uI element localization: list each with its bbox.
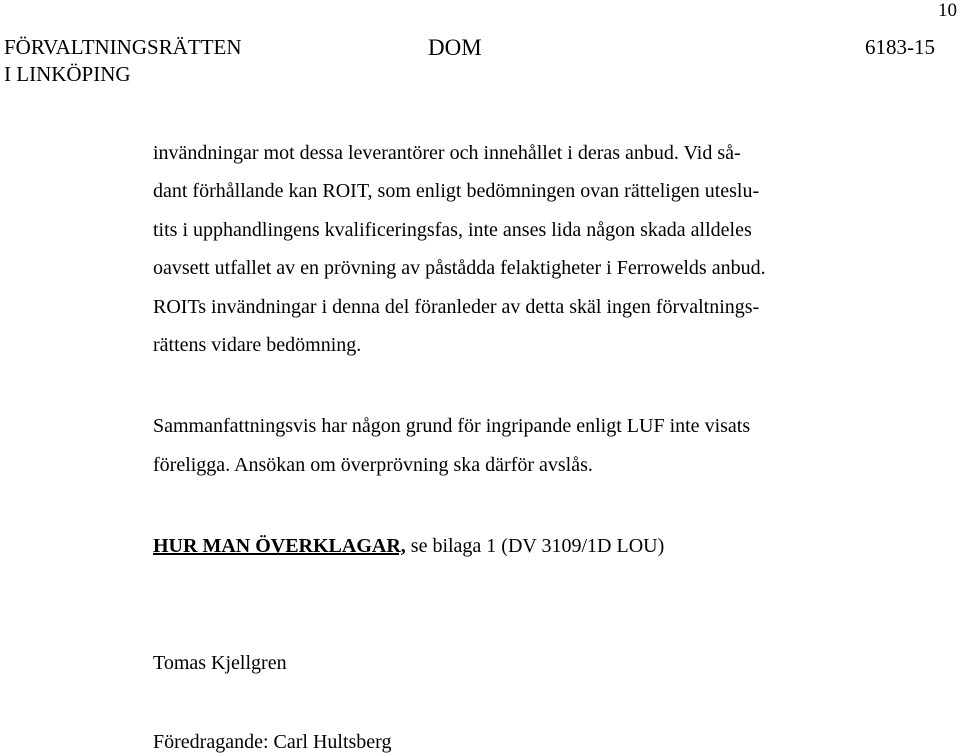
paragraph-line: oavsett utfallet av en prövning av påstådda felaktigheter i Ferrowelds anbud. <box>153 257 766 279</box>
paragraph-line: rättens vidare bedömning. <box>153 334 362 356</box>
court-name: FÖRVALTNINGSRÄTTEN <box>4 35 242 59</box>
rapporteur: Föredragande: Carl Hultsberg <box>153 731 392 753</box>
paragraph-line: dant förhållande kan ROIT, som enligt bedömningen ovan rätteligen uteslu- <box>153 180 760 202</box>
page-number: 10 <box>938 0 957 21</box>
judge-name: Tomas Kjellgren <box>153 652 287 674</box>
appeal-reference: se bilaga 1 (DV 3109/1D LOU) <box>405 535 665 557</box>
paragraph-line: föreligga. Ansökan om överprövning ska därför avslås. <box>153 454 593 476</box>
paragraph-line: tits i upphandlingens kvalificeringsfas, inte anses lida någon skada alldeles <box>153 219 752 241</box>
appeal-heading: HUR MAN ÖVERKLAGAR, <box>153 535 406 557</box>
paragraph-line: invändningar mot dessa leverantörer och innehållet i deras anbud. Vid så- <box>153 142 741 164</box>
case-number: 6183-15 <box>865 35 935 59</box>
appeal-instructions <box>153 536 664 556</box>
court-location: I LINKÖPING <box>4 62 131 86</box>
paragraph-line: ROITs invändningar i denna del föranleder av detta skäl ingen förvaltnings- <box>153 296 760 318</box>
paragraph-line: Sammanfattningsvis har någon grund för ingripande enligt LUF inte visats <box>153 415 751 437</box>
document-type: DOM <box>428 35 482 60</box>
